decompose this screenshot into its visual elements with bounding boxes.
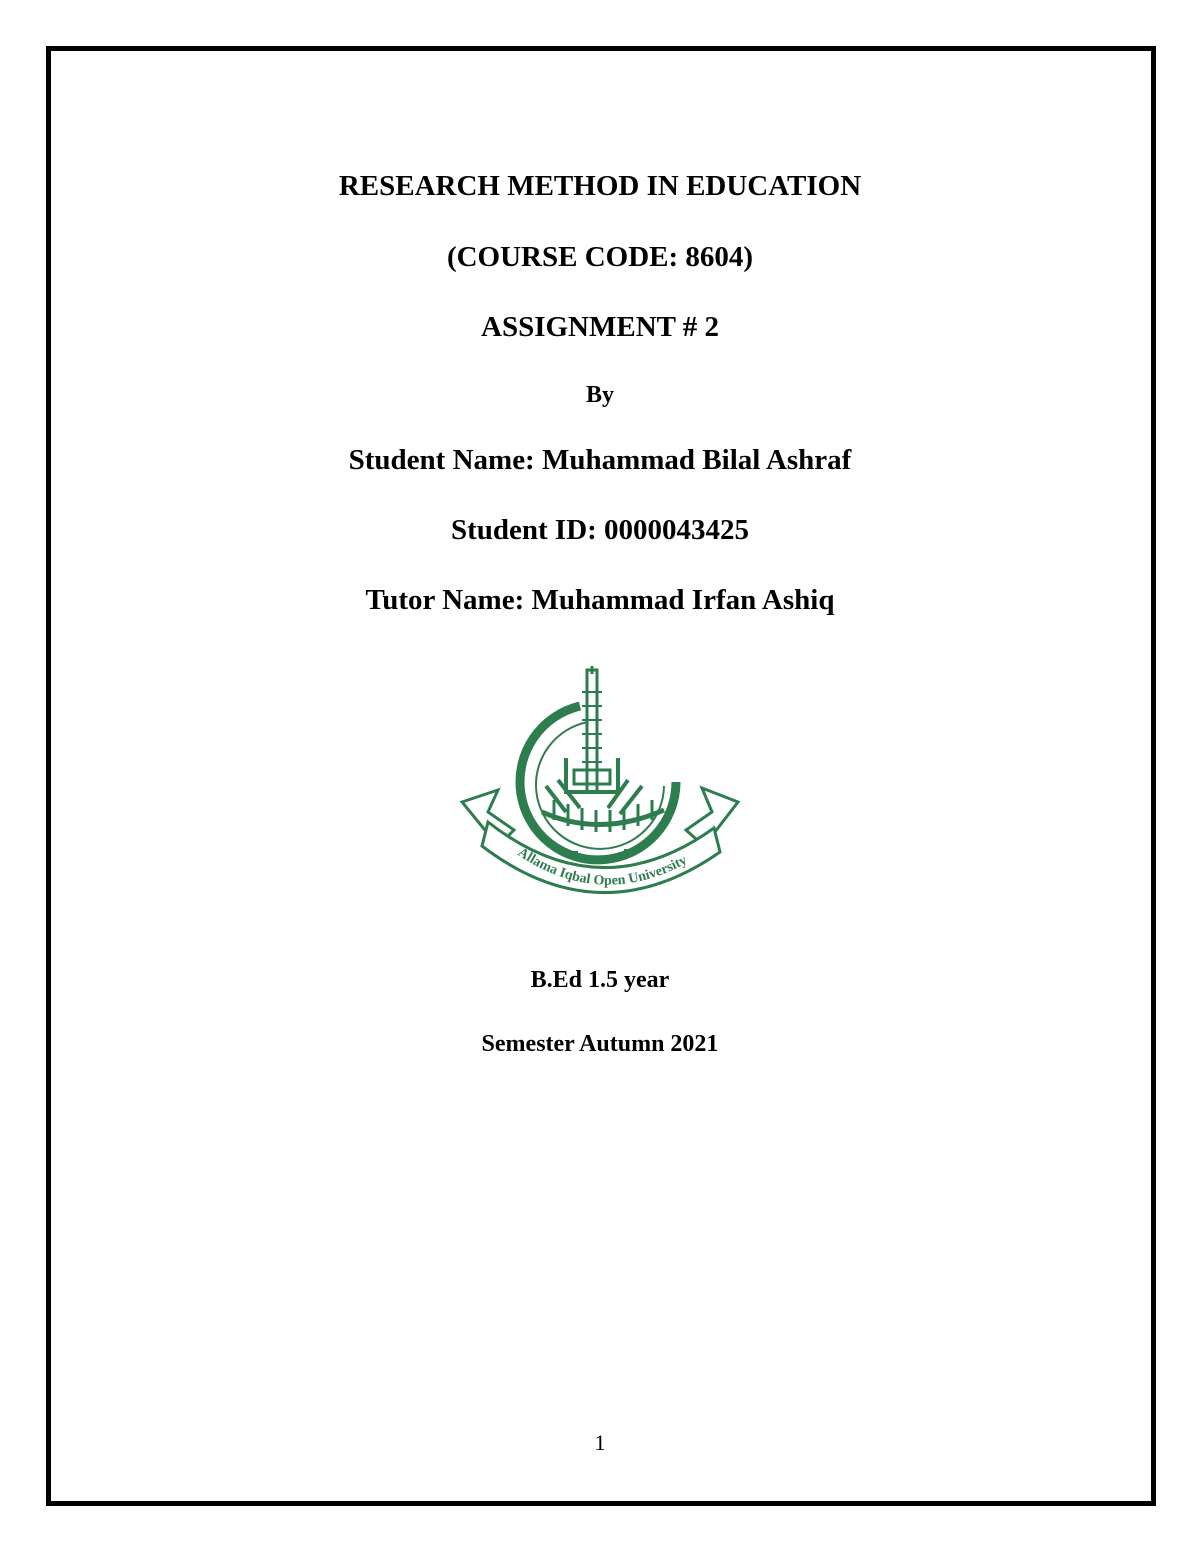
tutor-name: Tutor Name: Muhammad Irfan Ashiq — [365, 584, 835, 616]
university-crest-icon — [458, 662, 742, 918]
program-label: B.Ed 1.5 year — [530, 967, 670, 993]
student-name: Student Name: Muhammad Bilal Ashraf — [348, 444, 852, 476]
course-code: (COURSE CODE: 8604) — [446, 241, 754, 273]
assignment-number: ASSIGNMENT # 2 — [481, 311, 719, 343]
semester-label: Semester Autumn 2021 — [481, 1031, 719, 1057]
page-number: 1 — [594, 1430, 606, 1455]
document-title: RESEARCH METHOD IN EDUCATION — [338, 170, 862, 202]
student-id: Student ID: 0000043425 — [450, 514, 750, 546]
logo-banner-text: Allama Iqbal Open University — [514, 845, 690, 889]
by-label: By — [585, 382, 614, 408]
